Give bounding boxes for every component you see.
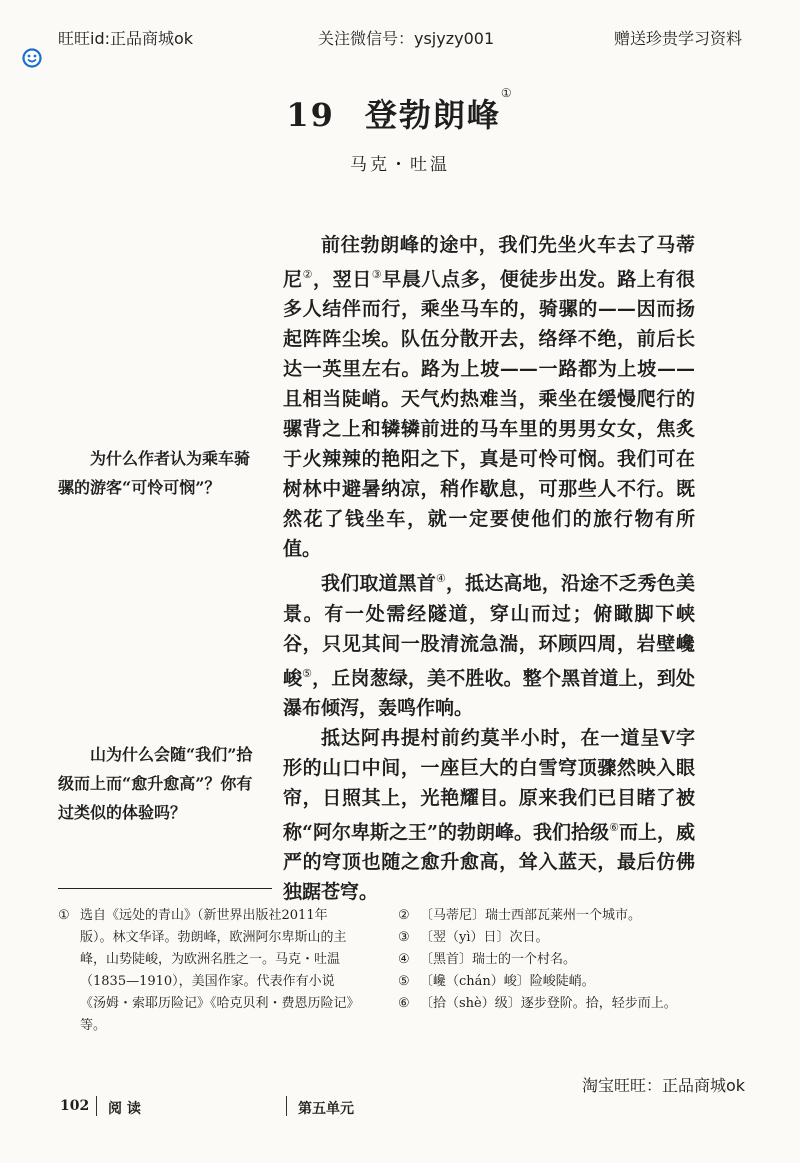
- footnote-6: ⑥ 〔拾（shè）级〕逐步登阶。拾，轻步而上。: [398, 996, 677, 1011]
- paragraph-1: 前往勃朗峰的途中，我们先坐火车去了马蒂尼②，翌日③早晨八点多，便徒步出发。路上有很多人结伴而行，乘坐马车的，骑骡的——因而扬起阵阵尘埃。队伍分散开去，络绎不绝，前后长达一英里左右。路为上坡——一路都为上坡——且相当陡峭。天气灼热难当，乘坐在缓慢爬行的骡背之上和辚辚前进的马车里的男男女女，焦炙于火辣辣的艳阳之下，真是可怜可悯。我们可在树林中避暑纳凉，稍作歇息，可那些人不行。既然花了钱坐车，就一定要使他们的旅行物有所值。: [283, 234, 695, 561]
- footer-separator: [96, 1096, 97, 1116]
- smiley-icon: [22, 48, 42, 68]
- shop-watermark: 淘宝旺旺：正品商城ok: [582, 1076, 746, 1095]
- footnote-divider: [58, 888, 272, 889]
- section-label: 阅 读: [108, 1101, 141, 1117]
- unit-label: 第五单元: [298, 1101, 354, 1117]
- footnotes-list: [398, 905, 718, 1015]
- footnote-4: ④ 〔黑首〕瑞士的一个村名。: [398, 952, 577, 967]
- side-question-2: 山为什么会随“我们”拾级而上而“愈升愈高”？你有过类似的体验吗？: [58, 745, 253, 822]
- paragraph-3: 抵达阿冉提村前约莫半小时，在一道呈V字形的山口中间，一座巨大的白雪穹顶骤然映入眼帘，日照其上，光艳耀目。原来我们已目睹了被称“阿尔卑斯之王”的勃朗峰。我们拾级⑥而上，威严的穹顶也随之愈升愈高，耸入蓝天，最后仿佛独踞苍穹。: [283, 726, 695, 904]
- footnote-5: ⑤ 〔巉（chán）峻〕险峻陡峭。: [398, 974, 595, 989]
- page-title: [0, 86, 800, 136]
- title-note-mark: ①: [500, 86, 514, 100]
- page-number: 102: [60, 1098, 90, 1114]
- paragraph-2: 我们取道黑首④，抵达高地，沿途不乏秀色美景。有一处需经隧道，穿山而过；俯瞰脚下峡谷，只见其间一股清流急湍，环顾四周，岩壁巉峻⑤，丘岗葱绿，美不胜收。整个黑首道上，到处瀑布倾泻，轰鸣作响。: [283, 572, 695, 719]
- header-middle-text: 关注微信号：ysjyzy001: [318, 29, 495, 48]
- side-question-1: 为什么作者认为乘车骑骡的游客“可怜可悯”？: [58, 449, 251, 497]
- lesson-title: 登勃朗峰: [364, 96, 501, 134]
- header-left-text: 旺旺id:正品商城ok: [58, 29, 194, 48]
- footer-separator-2: [286, 1096, 287, 1116]
- author-name: 马克・吐温: [350, 155, 450, 175]
- footnote-3: ③ 〔翌（yì）日〕次日。: [398, 930, 549, 945]
- footnote-1: ① 选自《远处的青山》（新世界出版社2011年 版）。林文华译。勃朗峰，欧洲阿尔卑斯山的主峰，山势陡峻，为欧洲名胜之一。马克・吐温（1835—1910），美国作家。代表作有小说《汤姆・索耶历险记》《哈克贝利・费恩历险记》等。: [58, 908, 354, 1033]
- lesson-number: 19: [286, 96, 335, 134]
- article-body: [283, 230, 695, 907]
- header-right-text: 赠送珍贵学习资料: [614, 29, 743, 48]
- footnote-2: ② 〔马蒂尼〕瑞士西部瓦莱州一个城市。: [398, 908, 642, 923]
